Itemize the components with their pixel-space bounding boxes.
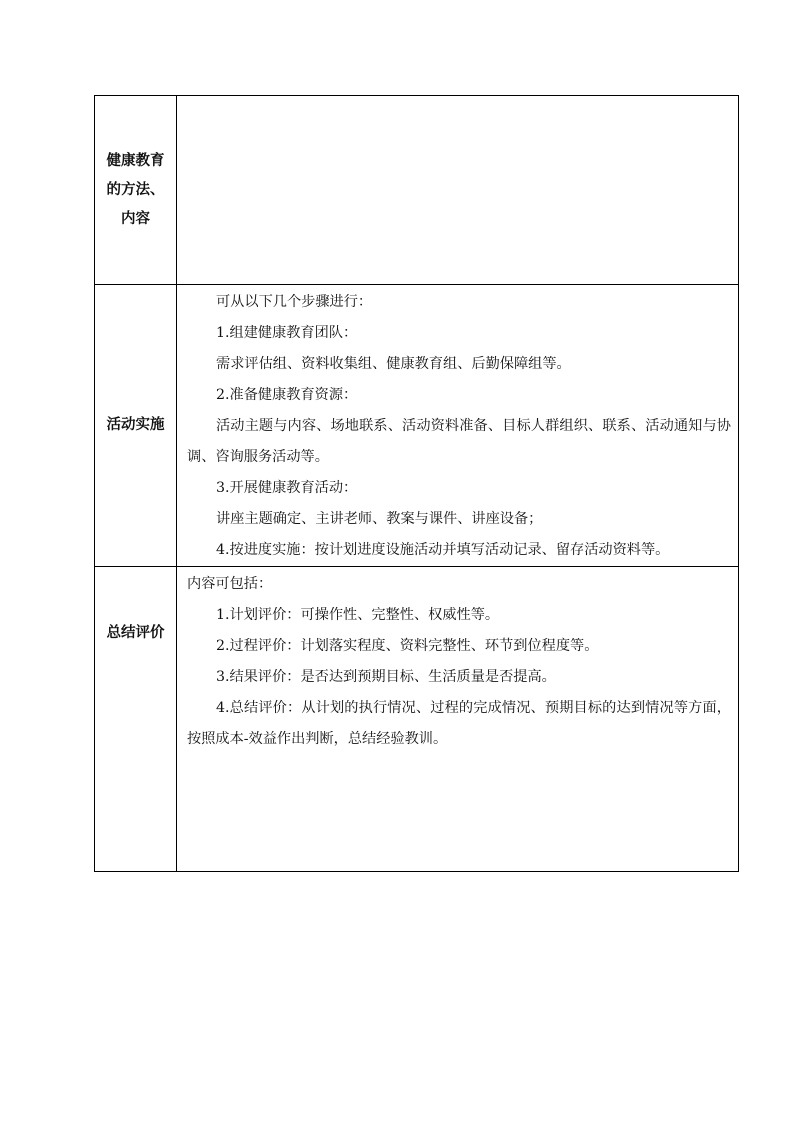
summary-item-1: 1.计划评价：可操作性、完整性、权威性等。 xyxy=(216,607,500,623)
implementation-step-1-detail: 需求评估组、资料收集组、健康教育组、后勤保障组等。 xyxy=(216,356,571,372)
implementation-row xyxy=(95,285,739,567)
implementation-step-4: 4.按进度实施：按计划进度设施活动并填写活动记录、留存活动资料等。 xyxy=(216,542,670,558)
method-content-row xyxy=(95,96,739,285)
implementation-step-1-title: 1.组建健康教育团队： xyxy=(216,325,358,341)
summary-item-2: 2.过程评价：计划落实程度、资料完整性、环节到位程度等。 xyxy=(216,638,599,654)
implementation-step-3-title: 3.开展健康教育活动： xyxy=(216,480,358,496)
implementation-label-cell xyxy=(95,285,177,567)
method-content-label-cell xyxy=(95,96,177,285)
implementation-content-cell xyxy=(177,285,739,567)
summary-label: 总结评价 xyxy=(106,625,165,641)
implementation-label: 活动实施 xyxy=(106,417,165,433)
summary-label-cell xyxy=(95,567,177,872)
implementation-step-2-detail: 活动主题与内容、场地联系、活动资料准备、目标人群组织、联系、活动通知与协调、咨询服务活动等。 xyxy=(187,418,731,465)
summary-item-4: 4.总结评价：从计划的执行情况、过程的完成情况、预期目标的达到情况等方面，按照成本-效益作出判断，总结经验教训。 xyxy=(187,700,731,747)
summary-content-cell xyxy=(177,567,739,872)
method-content-cell xyxy=(177,96,739,285)
implementation-step-2-title: 2.准备健康教育资源： xyxy=(216,387,358,403)
implementation-intro: 可从以下几个步骤进行： xyxy=(216,294,373,310)
health-education-form-table xyxy=(94,95,739,872)
summary-row xyxy=(95,567,739,872)
summary-intro: 内容可包括： xyxy=(187,576,273,592)
summary-item-3: 3.结果评价：是否达到预期目标、生活质量是否提高。 xyxy=(216,669,556,685)
method-content-label: 健康教育的方法、内容 xyxy=(106,152,165,227)
implementation-step-3-detail: 讲座主题确定、主讲老师、教案与课件、讲座设备； xyxy=(216,511,543,527)
